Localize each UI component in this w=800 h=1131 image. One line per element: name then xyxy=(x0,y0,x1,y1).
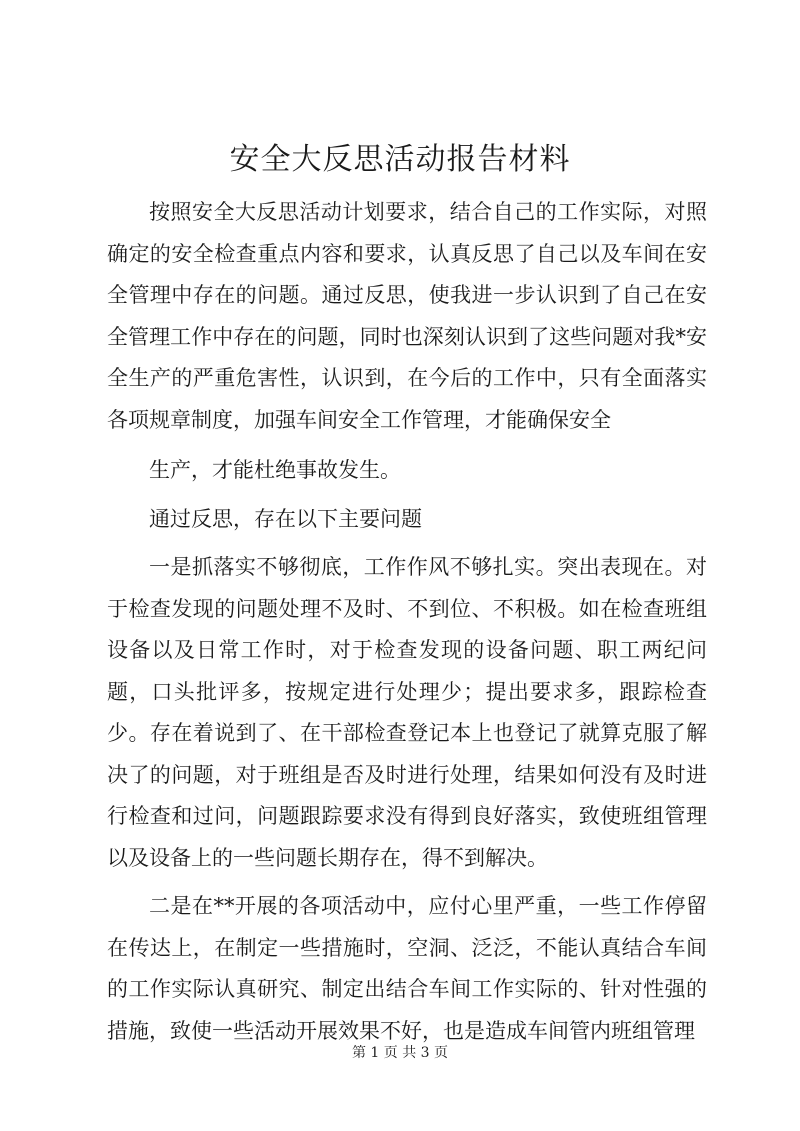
paragraph-problem-two: 二是在**开展的各项活动中，应付心里严重，一些工作停留在传达上，在制定一些措施时，空洞、泛泛，不能认真结合车间的工作实际认真研究、制定出结合车间工作实际的、针对性强的措施，致使一些活动开展效果不好，也是造成车间管内班组管理 xyxy=(107,894,707,1043)
paragraph-problems-heading: 通过反思，存在以下主要问题 xyxy=(149,506,422,531)
document-title: 安全大反思活动报告材料 xyxy=(229,142,571,177)
page-number-footer: 第 1 页 共 3 页 xyxy=(351,1045,449,1061)
document-body xyxy=(107,192,707,1052)
paragraph-problem-one: 一是抓落实不够彻底，工作作风不够扎实。突出表现在。对于检查发现的问题处理不及时、不到位、不积极。如在检查班组设备以及日常工作时，对于检查发现的设备问题、职工两纪问题，口头批评多，按规定进行处理少；提出要求多，跟踪检查少。存在着说到了、在干部检查登记本上也登记了就算克服了解决了的问题，对于班组是否及时进行处理，结果如何没有及时进行检查和过问，问题跟踪要求没有得到良好落实，致使班组管理以及设备上的一些问题长期存在，得不到解决。 xyxy=(107,555,707,870)
paragraph-intro: 按照安全大反思活动计划要求，结合自己的工作实际，对照确定的安全检查重点内容和要求，认真反思了自己以及车间在安全管理中存在的问题。通过反思，使我进一步认识到了自己在安全管理工作中存在的问题，同时也深刻认识到了这些问题对我*安全生产的严重危害性，认识到，在今后的工作中，只有全面落实各项规章制度，加强车间安全工作管理，才能确保安全 xyxy=(107,200,707,432)
paragraph-intro-continued: 生产，才能杜绝事故发生。 xyxy=(149,458,401,482)
